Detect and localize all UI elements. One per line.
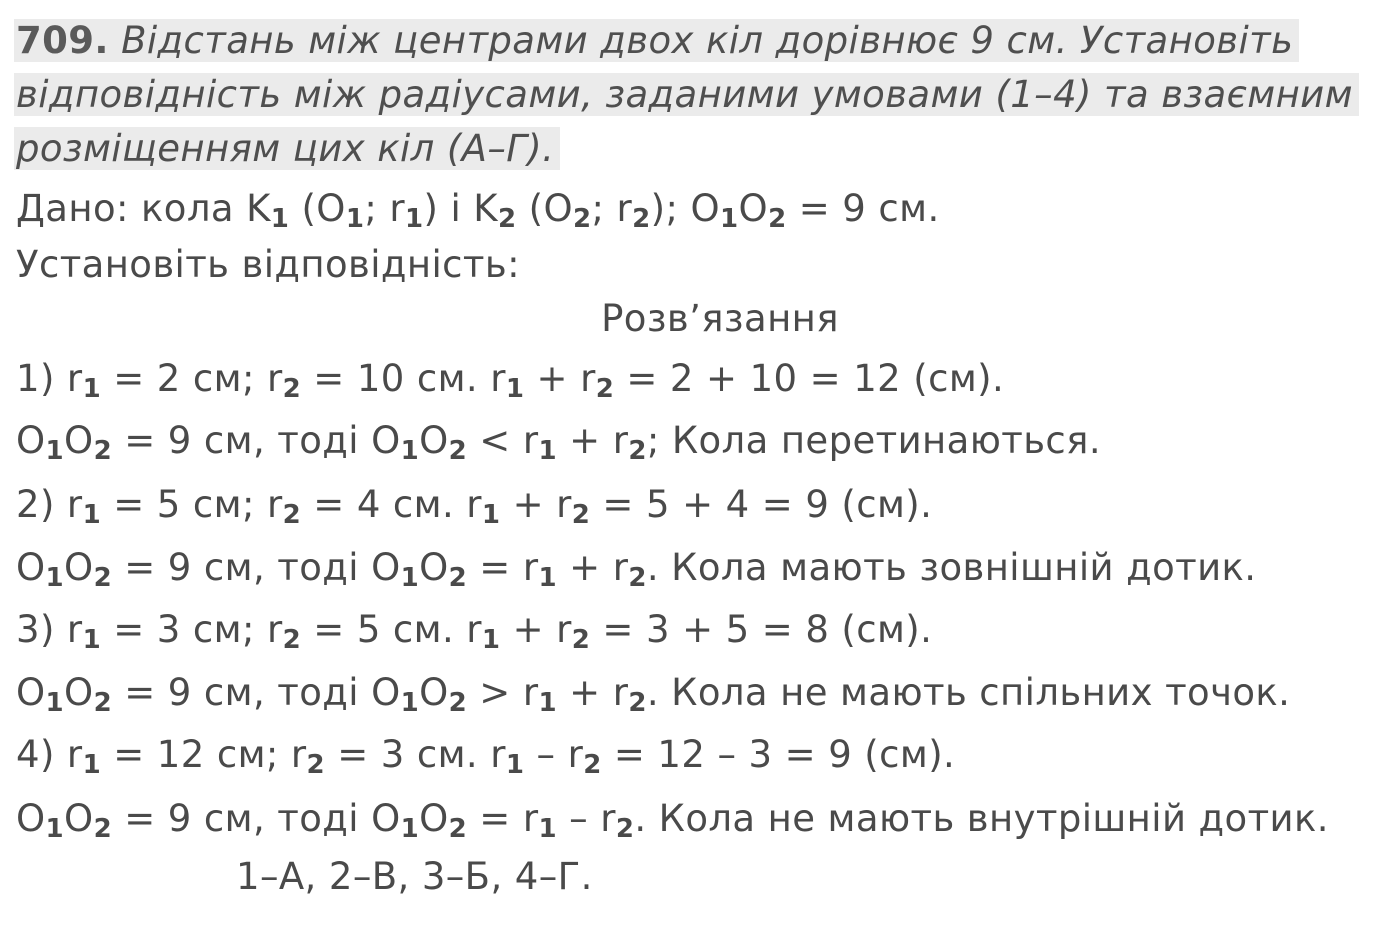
case-text: . Кола не мають спільних точок.	[646, 671, 1291, 714]
case-text: . Кола не мають внутрішній дотик.	[634, 797, 1329, 840]
case-text: 3) r	[16, 608, 83, 651]
subscript: 2	[615, 814, 635, 844]
case-4-conclusion	[16, 796, 1329, 842]
given-text: ; r	[364, 187, 405, 230]
case-text: = r	[467, 797, 539, 840]
case-text: + r	[500, 483, 572, 526]
task-number: 709.	[16, 19, 109, 62]
case-text: = 2 + 10 = 12 (см).	[614, 357, 1005, 400]
case-text: + r	[524, 357, 596, 400]
subscript: 2	[93, 688, 113, 718]
task-text-2: відповідність між радіусами, заданими умовами (1–4) та взаємним	[16, 73, 1353, 116]
task-line-3	[16, 126, 560, 172]
given-text: ; r	[591, 187, 633, 230]
case-text: + r	[500, 608, 572, 651]
given-text: ); O	[650, 187, 721, 230]
subscript: 1	[481, 625, 501, 655]
case-1-calc	[16, 356, 1004, 402]
case-text: O	[64, 546, 94, 589]
subscript: 1	[45, 436, 65, 466]
case-text: = 5 см; r	[101, 483, 283, 526]
task-highlight-3	[14, 127, 560, 170]
case-text: = 9 см, тоді O	[112, 419, 401, 462]
subscript: 1	[481, 500, 501, 530]
subscript: 1	[400, 563, 420, 593]
subscript: 1	[345, 204, 365, 234]
case-text: = 9 см, тоді O	[112, 797, 401, 840]
subscript: 2	[448, 436, 468, 466]
case-text: O	[419, 797, 449, 840]
case-text: + r	[556, 671, 629, 714]
case-text: O	[64, 419, 94, 462]
subscript: 2	[595, 374, 615, 404]
case-text: + r	[556, 546, 629, 589]
case-text: O	[16, 671, 46, 714]
case-text: O	[419, 671, 449, 714]
case-text: = 9 см, тоді O	[112, 546, 401, 589]
case-text: + r	[556, 419, 629, 462]
case-text: 1) r	[16, 357, 83, 400]
task-text-1: Відстань між центрами двох кіл дорівнює 9 см. Установіть	[121, 19, 1294, 62]
case-text: = 4 см. r	[301, 483, 482, 526]
subscript: 2	[93, 436, 113, 466]
case-text: O	[16, 419, 46, 462]
case-text: O	[64, 797, 94, 840]
given-line	[16, 186, 940, 232]
subscript: 2	[448, 814, 468, 844]
subscript: 2	[282, 625, 302, 655]
case-text: O	[16, 546, 46, 589]
subscript: 1	[538, 814, 557, 844]
subscript: 1	[538, 436, 557, 466]
case-text: = 12 см; r	[101, 733, 307, 776]
case-1-conclusion	[16, 418, 1101, 464]
case-text: < r	[467, 419, 539, 462]
case-text: = 3 + 5 = 8 (см).	[590, 608, 933, 651]
case-text: O	[16, 797, 46, 840]
answer-line: 1–А, 2–В, 3–Б, 4–Г.	[236, 855, 593, 898]
task-highlight-1	[14, 19, 1299, 62]
task-line-2	[16, 72, 1359, 118]
case-text: O	[64, 671, 94, 714]
subscript: 2	[448, 563, 468, 593]
case-text: = 12 – 3 = 9 (см).	[601, 733, 956, 776]
solution-heading: Розв’язання	[601, 297, 839, 340]
subscript: 2	[573, 204, 592, 234]
subscript: 1	[82, 625, 102, 655]
case-2-conclusion	[16, 545, 1256, 591]
subscript: 1	[82, 750, 102, 780]
subscript: 2	[571, 625, 591, 655]
given-text: (O	[289, 187, 346, 230]
subscript: 2	[632, 204, 651, 234]
case-text: – r	[524, 733, 584, 776]
subscript: 2	[628, 436, 647, 466]
case-text: 4) r	[16, 733, 83, 776]
subscript: 2	[583, 750, 602, 780]
case-3-calc	[16, 607, 932, 653]
task-highlight-2	[14, 73, 1359, 116]
subscript: 1	[82, 374, 102, 404]
given-text: ) і K	[423, 187, 498, 230]
case-text: = 5 см. r	[301, 608, 482, 651]
subscript: 1	[720, 204, 739, 234]
case-text: > r	[467, 671, 539, 714]
case-text: = 5 + 4 = 9 (см).	[590, 483, 933, 526]
case-text: = 10 см. r	[301, 357, 506, 400]
subscript: 2	[306, 750, 326, 780]
case-text: ; Кола перетинаються.	[646, 419, 1101, 462]
case-4-calc	[16, 732, 955, 778]
case-text: – r	[556, 797, 616, 840]
given-text: (O	[516, 187, 573, 230]
case-text: = 2 см; r	[101, 357, 283, 400]
subscript: 1	[400, 814, 420, 844]
subscript: 1	[505, 374, 525, 404]
subscript: 2	[448, 688, 468, 718]
case-text: 2) r	[16, 483, 83, 526]
subscript: 1	[45, 688, 65, 718]
subscript: 1	[82, 500, 102, 530]
case-text: O	[419, 419, 449, 462]
given-text: = 9 см.	[786, 187, 940, 230]
case-3-conclusion	[16, 670, 1290, 716]
subscript: 2	[282, 500, 302, 530]
case-text: = r	[467, 546, 539, 589]
subscript: 1	[404, 204, 424, 234]
instruction-line: Установіть відповідність:	[16, 243, 520, 286]
subscript: 2	[628, 688, 647, 718]
given-text: O	[738, 187, 769, 230]
subscript: 2	[628, 563, 647, 593]
subscript: 1	[505, 750, 525, 780]
subscript: 1	[400, 436, 420, 466]
case-text: . Кола мають зовнішній дотик.	[646, 546, 1257, 589]
subscript: 2	[93, 563, 113, 593]
task-line-1	[16, 18, 1299, 64]
subscript: 1	[538, 688, 557, 718]
task-text-3: розміщенням цих кіл (А–Г).	[16, 127, 555, 170]
subscript: 2	[497, 204, 517, 234]
subscript: 1	[270, 204, 290, 234]
case-text: O	[419, 546, 449, 589]
subscript: 2	[768, 204, 787, 234]
given-text: Дано: кола K	[16, 187, 271, 230]
case-2-calc	[16, 482, 932, 528]
subscript: 1	[400, 688, 420, 718]
case-text: = 3 см. r	[325, 733, 506, 776]
subscript: 2	[282, 374, 302, 404]
subscript: 2	[93, 814, 113, 844]
subscript: 2	[571, 500, 591, 530]
subscript: 1	[45, 814, 65, 844]
subscript: 1	[538, 563, 557, 593]
case-text: = 9 см, тоді O	[112, 671, 401, 714]
case-text: = 3 см; r	[101, 608, 283, 651]
subscript: 1	[45, 563, 65, 593]
